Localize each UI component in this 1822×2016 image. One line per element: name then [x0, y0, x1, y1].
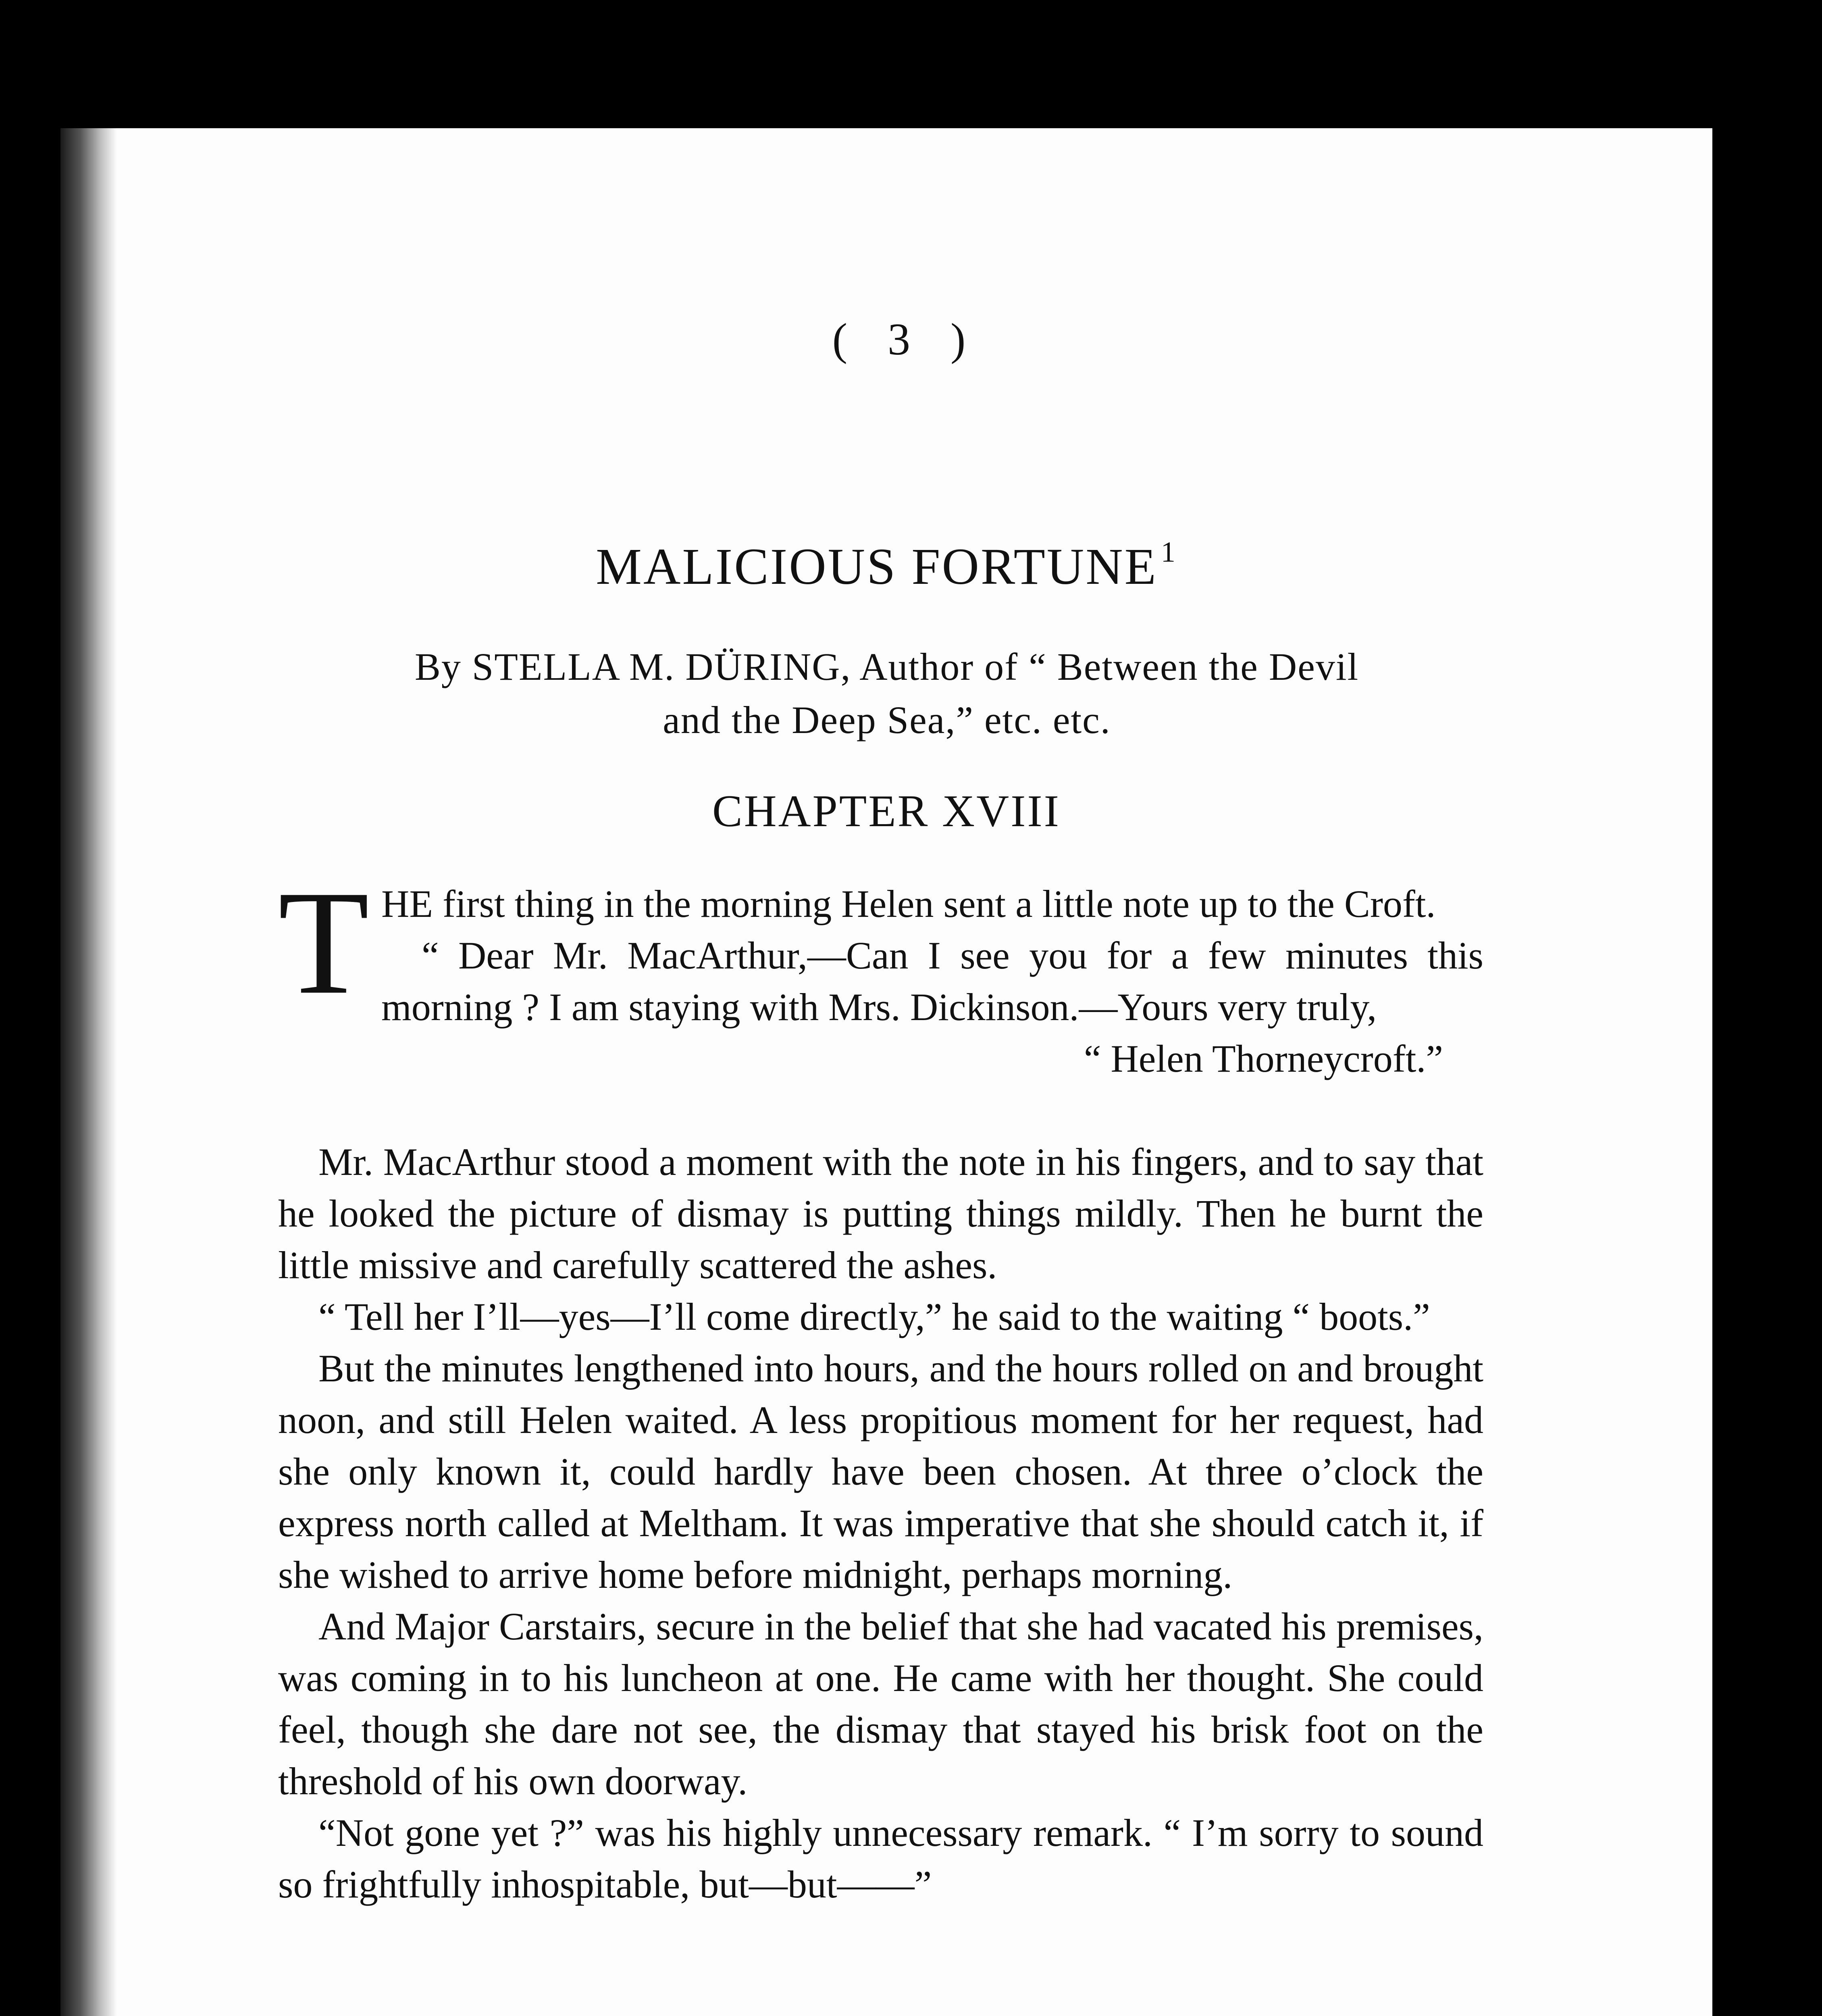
story-body	[278, 860, 1483, 1910]
page-number	[786, 314, 1028, 366]
book-page	[60, 128, 1712, 2016]
paragraph-1-text: HE first thing in the morning Helen sent a little note up to the Croft.	[381, 882, 1436, 925]
paragraph-5: But the minutes lengthened into hours, and the hours rolled on and brought noon, and still Helen waited. A less propitious moment for her request, had she only known it, could hardly have been chosen. At three o’clock the express north called at Meltham. It was imperative that she should catch it, if she wished to arrive home before midnight, perhaps morning.	[278, 1347, 1483, 1596]
paragraph-4: “ Tell her I’ll—yes—I’ll come directly,” he said to the waiting “ boots.”	[318, 1295, 1430, 1338]
story-title-text: MALICIOUS FORTUNE	[596, 538, 1158, 595]
byline	[278, 640, 1495, 747]
story-title	[60, 535, 1712, 596]
chapter-heading: CHAPTER XVIII	[712, 786, 1061, 836]
spine-shadow	[60, 128, 117, 2016]
paragraph-7: “Not gone yet ?” was his highly unnecessary remark. “ I’m sorry to sound so frightfully inhospitable, but—but——”	[278, 1811, 1483, 1906]
paragraph-6: And Major Carstairs, secure in the belief that she had vacated his premises, was coming in to his luncheon at one. He came with her thought. She could feel, though she dare not see, the dismay that stayed his brisk foot on the threshold of his own doorway.	[278, 1605, 1483, 1803]
title-footnote-mark: 1	[1161, 536, 1177, 568]
page-number-open-paren: (	[832, 314, 863, 364]
letter-signature: “ Helen Thorneycroft.”	[1084, 1037, 1443, 1080]
paragraph-2: “ Dear Mr. MacArthur,—Can I see you for a few minutes this morning ? I am staying with Mrs. Dickinson.—Yours very truly,	[381, 934, 1483, 1029]
drop-cap: T	[278, 860, 370, 1025]
paragraph-3: Mr. MacArthur stood a moment with the note in his fingers, and to say that he looked the picture of dismay is putting things mildly. Then he burnt the little missive and carefully scattered the ashes.	[278, 1140, 1483, 1287]
page-number-close-paren: )	[951, 314, 982, 364]
page-number-value: 3	[888, 314, 926, 364]
byline-line-1: By STELLA M. DÜRING, Author of “ Between the Devil	[414, 645, 1359, 688]
byline-line-2: and the Deep Sea,” etc. etc.	[663, 698, 1111, 741]
